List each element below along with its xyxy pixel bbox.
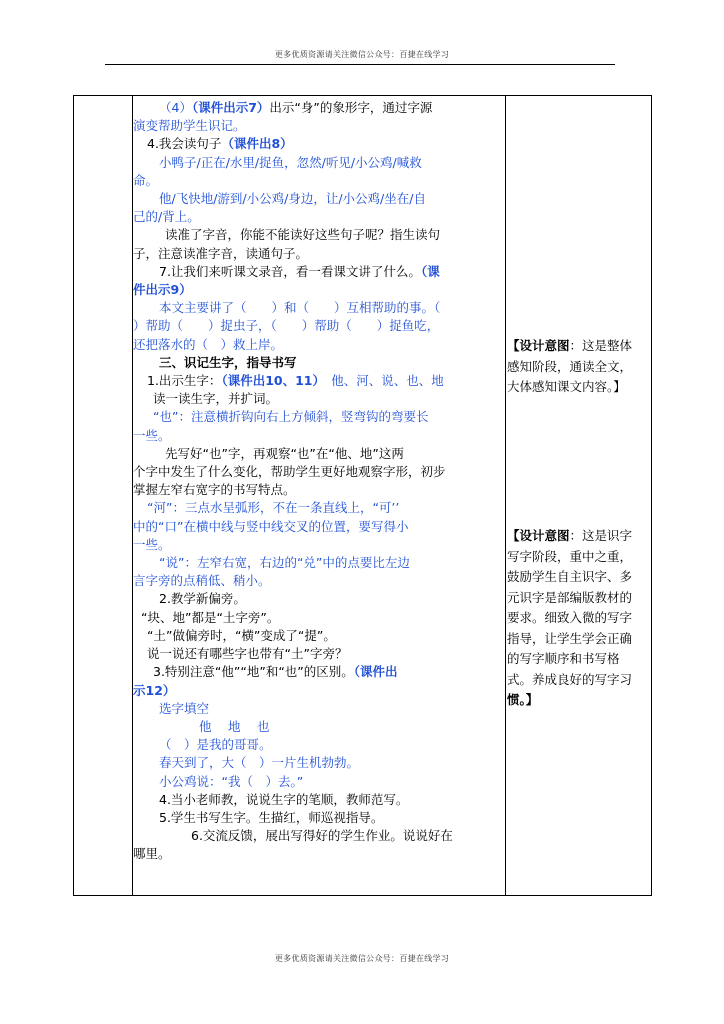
note-segment: 感知阶段，通读全文，	[507, 358, 633, 374]
text-segment: 个字中发生了什么变化，帮助学生更好地观察字形，初步	[133, 464, 446, 480]
content-line	[133, 427, 505, 445]
content-line	[133, 336, 505, 354]
text-segment: 哪里。	[133, 846, 171, 862]
note-segment: 指导，让学生学会正确	[507, 630, 633, 646]
design-intent-note	[507, 526, 651, 711]
text-segment: 小公鸡说：“我（ ）去。”	[159, 773, 304, 789]
text-segment: “也”：注意横折钩向右上方倾斜，竖弯钩的弯要长	[153, 409, 429, 425]
note-line	[507, 567, 651, 588]
content-line	[133, 845, 505, 863]
content-line	[133, 791, 505, 809]
content-line	[133, 135, 505, 153]
text-segment: 选字填空	[159, 700, 210, 716]
text-segment: 说一说还有哪些字也带有“土”字旁？	[147, 646, 348, 662]
note-segment: ：这是整体	[569, 338, 633, 353]
text-segment: （课件出示7）	[191, 100, 270, 115]
content-line	[133, 554, 505, 572]
content-line	[133, 718, 505, 736]
text-segment: “说”：左窄右宽，右边的“兑”中的点要比左边	[159, 555, 410, 571]
content-line	[133, 572, 505, 590]
content-line	[133, 354, 505, 372]
text-segment: 7.让我们来听课文录音，看一看课文讲了什么。	[159, 263, 421, 279]
lesson-table	[73, 95, 652, 896]
content-line	[133, 499, 505, 517]
text-segment: 4.我会读句子	[147, 136, 222, 152]
note-segment: 鼓励学生自主识字、多	[507, 569, 633, 584]
text-segment: 他 地 也	[199, 718, 270, 734]
content-line	[133, 190, 505, 208]
note-line	[507, 649, 651, 670]
text-segment: 6.交流反馈，展出写得好的学生作业。说说好在	[191, 828, 453, 844]
text-segment: 一些。	[133, 536, 171, 552]
content-line	[133, 172, 505, 190]
note-segment: 大体感知课文内容。】	[507, 379, 626, 394]
note-segment: 【设计意图	[507, 338, 570, 353]
note-segment: 式。养成良好的写字习	[507, 671, 633, 687]
note-segment: 元识字是部编版教材的	[507, 589, 633, 605]
note-line	[507, 670, 651, 691]
content-line	[133, 372, 505, 390]
note-line	[507, 526, 651, 547]
note-line	[507, 336, 651, 357]
text-segment: 他、河、说、也、地	[318, 373, 444, 389]
text-segment: ）帮助（ ）捉虫子，（ ）帮助（ ）捉鱼吃，	[133, 318, 440, 334]
text-segment: 5.学生书写生字。生描红，师巡视指导。	[159, 809, 384, 825]
text-segment: （课件出8）	[221, 136, 293, 152]
text-segment: （课件出	[353, 664, 398, 680]
note-segment: 要求。细致入微的写字	[507, 610, 633, 625]
text-segment: “河”：三点水呈弧形，不在一条直线上，“可’’	[147, 500, 400, 516]
design-intent-note	[507, 336, 651, 398]
note-segment: 惯。】	[507, 692, 539, 707]
text-segment: 演变帮助学生识记。	[133, 118, 246, 134]
text-segment: 中的“口”在横中线与竖中线交叉的位置，要写得小	[133, 518, 409, 534]
content-line	[133, 518, 505, 536]
text-segment: 3.特别注意“他”“地”和“也”的区别。	[153, 664, 354, 680]
content-line	[133, 299, 505, 317]
content-line	[133, 463, 505, 481]
content-line	[133, 481, 505, 499]
text-segment: 4.当小老师教，说说生字的笔顺，教师范写。	[159, 791, 409, 807]
header-rule	[105, 64, 615, 65]
content-line	[133, 773, 505, 791]
content-line	[133, 263, 505, 281]
text-segment: （课件出10、11）	[221, 373, 319, 389]
note-line	[507, 588, 651, 609]
note-line	[507, 690, 651, 711]
content-line	[133, 208, 505, 226]
content-line	[133, 445, 505, 463]
text-segment: 先写好“也”字，再观察“也”在“他、地”这两	[165, 445, 404, 461]
page-header: 更多优质资源请关注微信公众号：百捷在线学习	[274, 50, 450, 59]
text-segment: （课	[420, 263, 440, 279]
content-line	[133, 754, 505, 772]
content-line	[133, 117, 505, 135]
note-line	[507, 547, 651, 568]
page-footer: 更多优质资源请关注微信公众号：百捷在线学习	[274, 954, 450, 963]
note-segment: ：这是识字	[569, 528, 633, 543]
text-segment: 一些。	[133, 427, 171, 443]
text-segment: 言字旁的点稍低、稍小。	[133, 573, 271, 589]
text-segment: 1.出示生字：	[147, 373, 222, 389]
content-line	[133, 645, 505, 663]
content-line	[133, 682, 505, 700]
text-segment: 掌握左窄右宽字的书写特点。	[133, 482, 296, 498]
text-segment: 本文主要讲了（ ）和（ ）互相帮助的事。（	[159, 300, 441, 316]
text-segment: 己的/背上。	[133, 209, 200, 225]
content-line	[133, 700, 505, 718]
content-line	[133, 317, 505, 335]
content-line	[133, 281, 505, 299]
text-segment: 示12）	[133, 682, 176, 698]
lesson-content-column	[133, 96, 505, 895]
content-line	[133, 226, 505, 244]
content-line	[133, 663, 505, 681]
text-segment: 还把落水的（ ）救上岸。	[133, 336, 284, 352]
content-line	[133, 609, 505, 627]
content-line	[133, 627, 505, 645]
text-segment: 件出示9）	[133, 282, 192, 298]
text-segment: 子，注意读准字音，读通句子。	[133, 245, 309, 261]
note-line	[507, 629, 651, 650]
text-segment: 2.教学新偏旁。	[159, 591, 246, 607]
content-line	[133, 408, 505, 426]
text-segment: 三、识记生字，指导书写	[159, 354, 297, 370]
note-line	[507, 377, 651, 398]
text-segment: 小鸭子/正在/水里/捉鱼，忽然/听见/小公鸡/喊救	[159, 154, 422, 170]
content-line	[133, 736, 505, 754]
note-line	[507, 357, 651, 378]
text-segment: （ ）是我的哥哥。	[159, 737, 272, 753]
note-line	[507, 608, 651, 629]
content-line	[133, 590, 505, 608]
content-line	[133, 245, 505, 263]
text-segment: “土”做偏旁时，“横”变成了“提”。	[147, 627, 336, 643]
text-segment: 他/飞快地/游到/小公鸡/身边，让/小公鸡/坐在/自	[159, 191, 426, 207]
content-line	[133, 154, 505, 172]
note-segment: 写字阶段，重中之重，	[507, 548, 633, 564]
text-segment: 读准了字音，你能不能读好这些句子呢？指生读句	[165, 227, 441, 243]
design-intent-column	[506, 96, 652, 895]
text-segment: （4）	[159, 100, 192, 115]
content-line	[133, 390, 505, 408]
text-segment: 读一读生字，并扩词。	[153, 391, 279, 407]
content-line	[133, 99, 505, 117]
text-segment: “块、地”都是“土字旁”。	[141, 609, 280, 625]
content-line	[133, 827, 505, 845]
content-line	[133, 809, 505, 827]
note-segment: 的写字顺序和书写格	[507, 651, 620, 666]
content-line	[133, 536, 505, 554]
note-segment: 【设计意图	[507, 528, 570, 543]
text-segment: 命。	[133, 172, 159, 188]
text-segment: 出示“身”的象形字，通过字源	[269, 100, 433, 115]
text-segment: 春天到了，大（ ）一片生机勃勃。	[159, 755, 360, 771]
